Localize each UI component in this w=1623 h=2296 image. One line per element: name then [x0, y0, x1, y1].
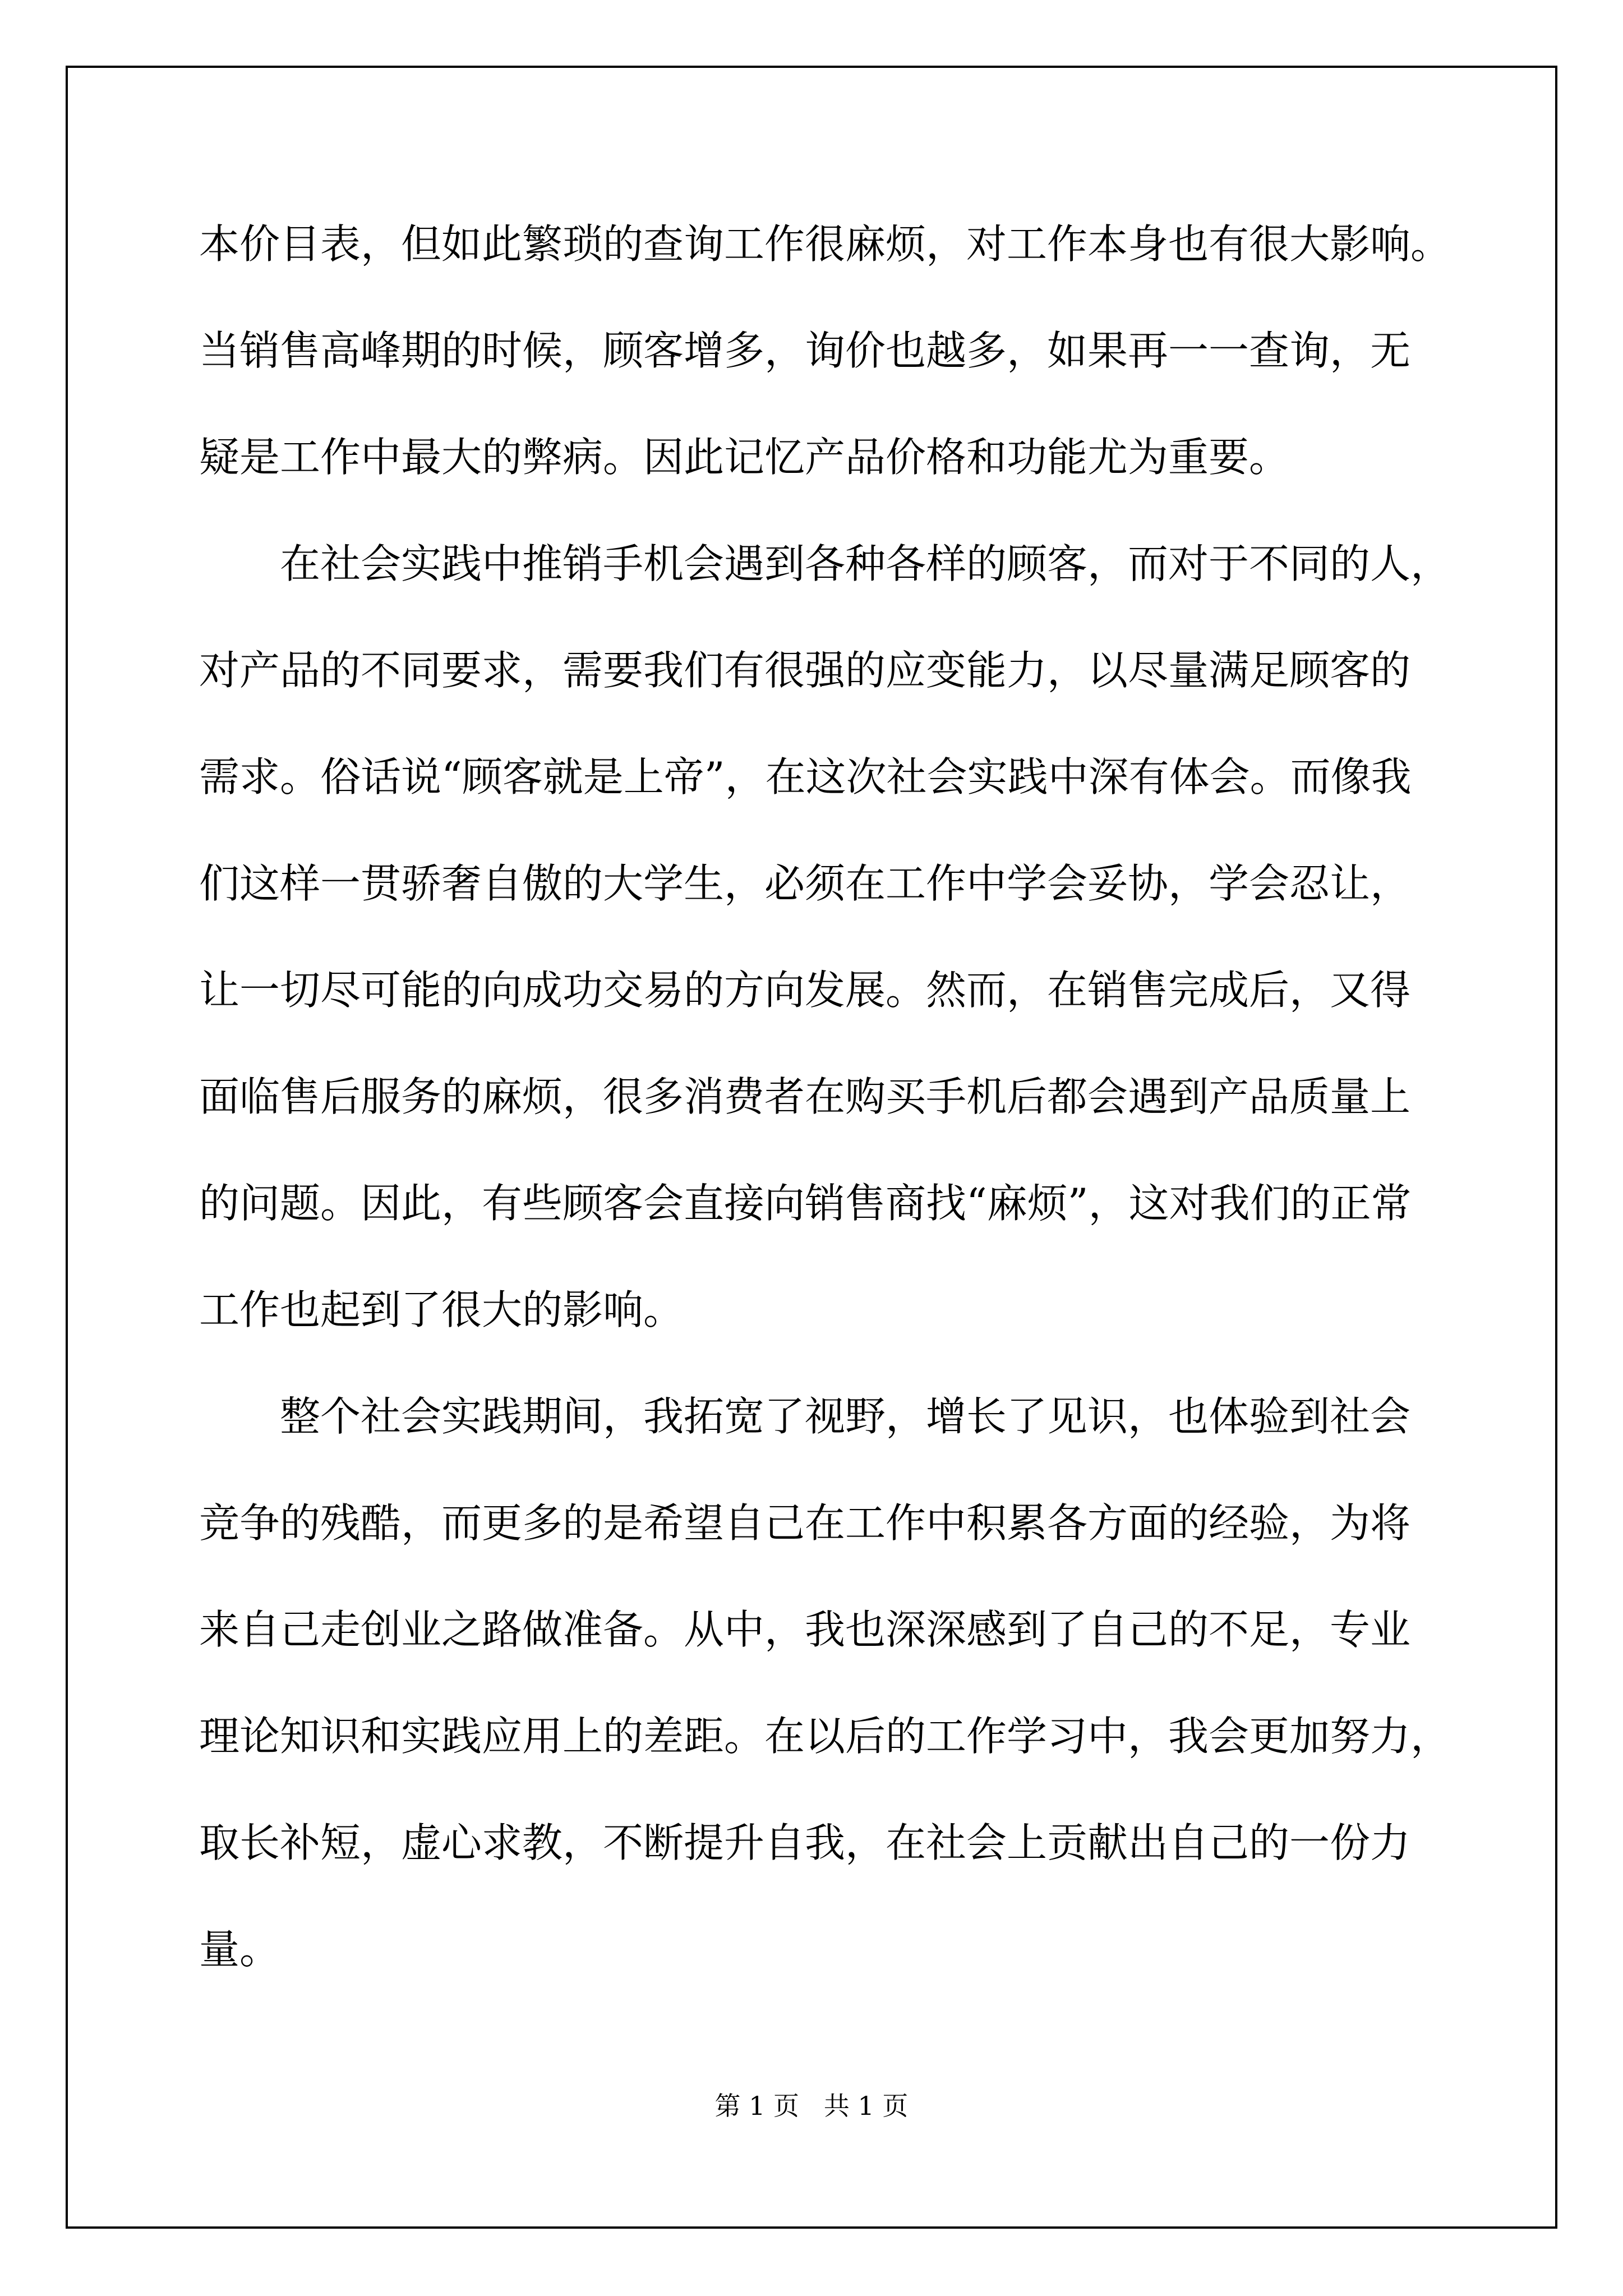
text-line: 们这样一贯骄奢自傲的大学生，必须在工作中学会妥协，学会忍让， [199, 860, 1411, 907]
paragraph-3 [199, 1363, 1451, 2003]
text-line: 的问题。因此，有些顾客会直接向销售商找“麻烦”，这对我们的正常 [199, 1180, 1412, 1227]
text-line: 理论知识和实践应用上的差距。在以后的工作学习中，我会更加努力， [199, 1713, 1451, 1760]
text-line: 整个社会实践期间，我拓宽了视野，增长了见识，也体验到社会 [280, 1393, 1411, 1440]
text-line: 疑是工作中最大的弊病。因此记忆产品价格和功能尤为重要。 [199, 434, 1290, 481]
paragraph-1 [199, 191, 1451, 510]
text-line: 竞争的残酷，而更多的是希望自己在工作中积累各方面的经验，为将 [199, 1499, 1411, 1547]
text-line: 需求。俗话说“顾客就是上帝”，在这次社会实践中深有体会。而像我 [199, 753, 1412, 800]
text-line: 来自己走创业之路做准备。从中，我也深深感到了自己的不足，专业 [199, 1606, 1411, 1653]
document-body [199, 191, 1451, 2003]
text-line: 让一切尽可能的向成功交易的方向发展。然而，在销售完成后，又得 [199, 967, 1411, 1014]
text-line: 当销售高峰期的时候，顾客增多，询价也越多，如果再一一查询，无 [199, 327, 1411, 374]
paragraph-2 [199, 510, 1451, 1363]
text-line: 在社会实践中推销手机会遇到各种各样的顾客，而对于不同的人， [280, 540, 1451, 587]
text-line: 工作也起到了很大的影响。 [199, 1286, 684, 1333]
text-line: 量。 [199, 1926, 280, 1973]
text-line: 面临售后服务的麻烦，很多消费者在购买手机后都会遇到产品质量上 [199, 1073, 1411, 1120]
page-number-footer: 第 1 页 共 1 页 [714, 2091, 909, 2121]
text-line: 取长补短，虚心求教，不断提升自我，在社会上贡献出自己的一份力 [199, 1819, 1411, 1866]
text-line: 对产品的不同要求，需要我们有很强的应变能力，以尽量满足顾客的 [199, 647, 1411, 694]
text-line: 本价目表，但如此繁琐的查询工作很麻烦，对工作本身也有很大影响。 [199, 220, 1451, 268]
